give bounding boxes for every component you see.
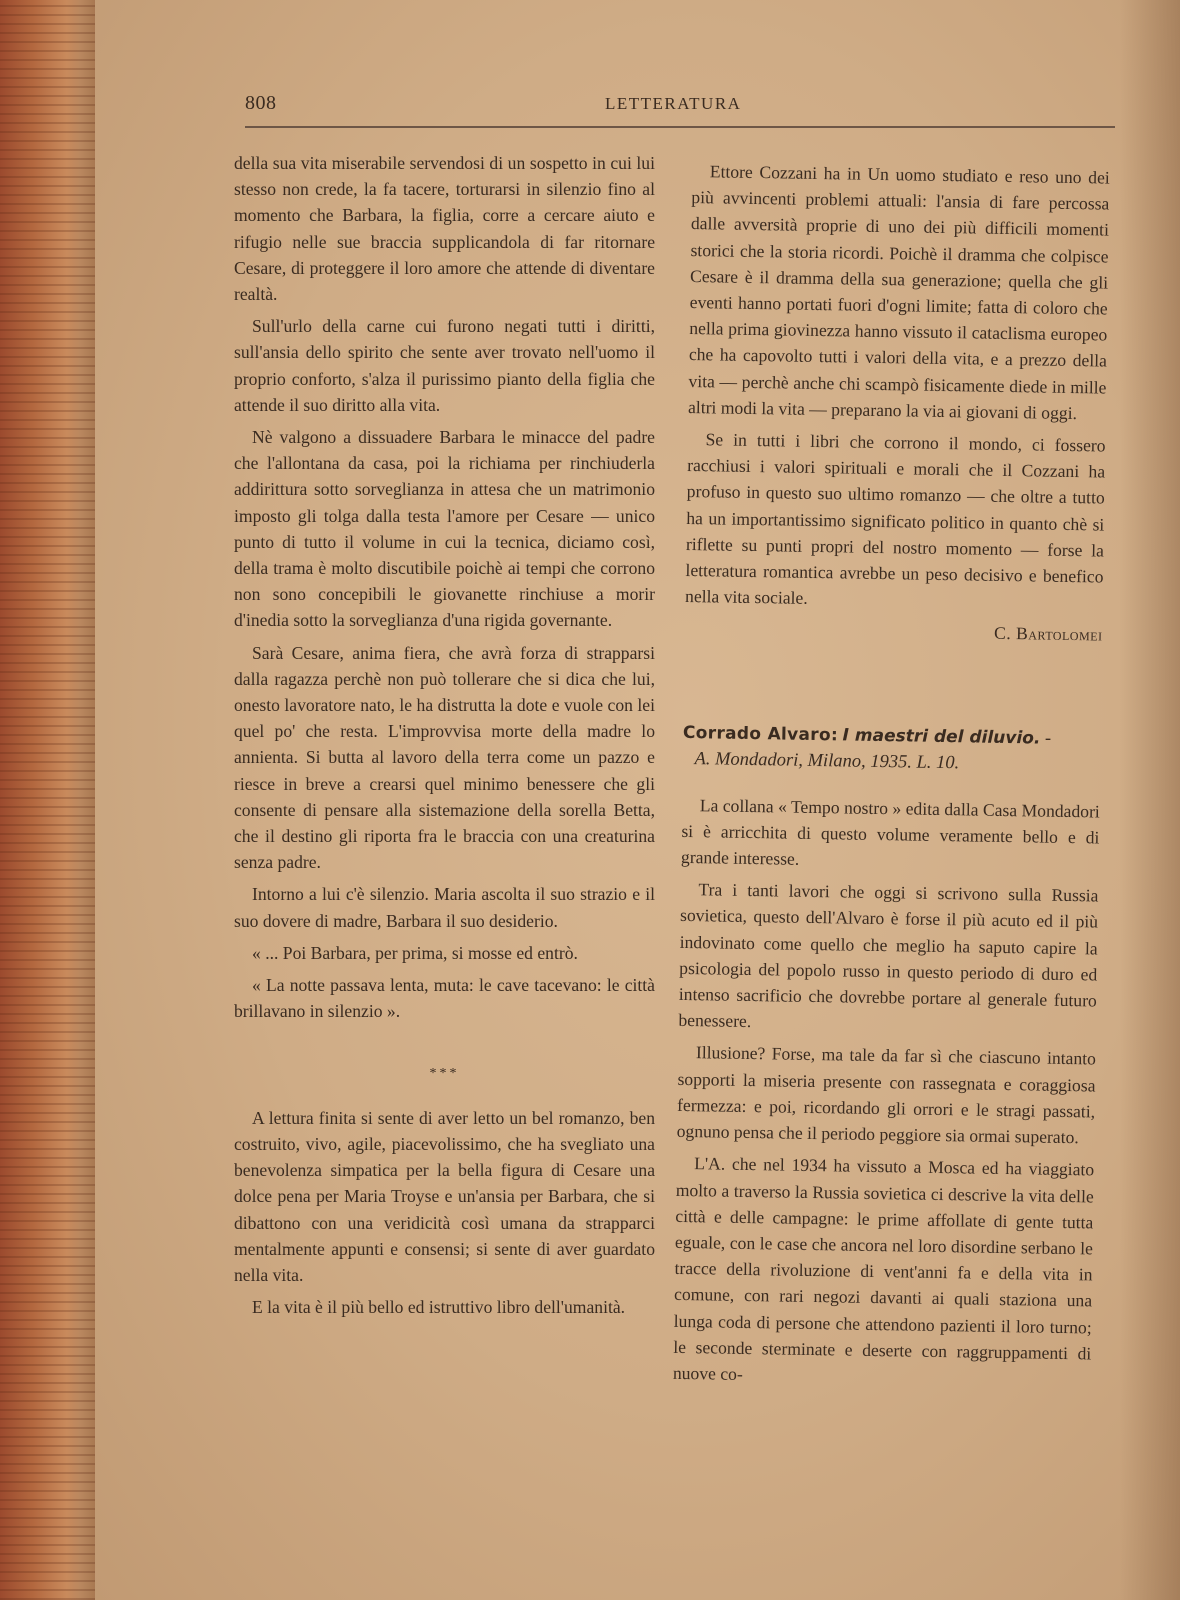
quotation: « La notte passava lenta, muta: le cave tacevano: le città brillavano in silenzio ». <box>234 975 655 1022</box>
heading-dash: - <box>1044 728 1052 749</box>
review-book-title: I maestri del diluvio. <box>842 725 1041 749</box>
paragraph: L'A. che nel 1934 ha vissuto a Mosca ed ha viaggiato molto a traverso la Russia sovietica ci descrive la vita delle città e delle campagne: le prime affollate di gente tutta eguale, con le case che ancora nel loro disordine serbano le tracce della rivoluzione di vent'anni fa e della vita in comune, con rari negozi davanti ai quali staziona una lunga coda di persone che attendono pazienti il loro turno; le seconde sterminate e deserte con raggruppamenti di nuove co- <box>672 1153 1095 1384</box>
review-publication: A. Mondadori, Milano, 1935. L. 10. <box>694 748 960 773</box>
paragraph: Nè valgono a dissuadere Barbara le minacce del padre che l'allontana da casa, poi la richiama per rinchiuderla addirittura sotto sorveglianza in attesa che un matrimonio imposto gli tolga dalla testa l'amore per Cesare — unico punto di tutto il volume in cui la tecnica, diciamo così, della trama è molto discutibile poichè ai tempi che corrono non sono concepibili le giovanette rinchiuse a morir d'inedia sotto la sorveglianza d'una rigida governante. <box>234 427 655 631</box>
paragraph: A lettura finita si sente di aver letto un bel romanzo, ben costruito, vivo, agile, piacevolissimo, che ha svegliato una benevolenza simpatica per la bella figura di Cesare una dolce pena per Maria Troyse e un'ansia per Barbara, che si dibattono con una veridicità così umana da strapparci mentalmente appunti e consensi; si sente di aver guardato nella vita. <box>234 1107 655 1285</box>
paragraph: della sua vita miserabile servendosi di un sospetto in cui lui stesso non crede, la fa tacere, torturarsi in silenzio fino al momento che Barbara, la figlia, corre a cercare aiuto e rifugio nelle sue braccia supplicandola di far ritornare Cesare, di proteggere il loro amore che attende di diventare realtà. <box>234 153 655 305</box>
page-header <box>245 92 1115 128</box>
right-column <box>673 158 1110 1399</box>
paragraph: Sull'urlo della carne cui furono negati tutti i diritti, sull'ansia dello spirito che sente aver trovato nell'uomo il proprio conforto, s'alza il purissimo pianto della figlia che attende il suo diritto alla vita. <box>234 316 655 415</box>
book-binding-edge <box>0 0 95 1600</box>
section-separator: *** <box>429 1065 460 1081</box>
review-heading <box>682 720 1101 779</box>
paragraph: Sarà Cesare, anima fiera, che avrà forza di strapparsi dalla ragazza perchè non può tollerare che si dica che lui, onesto lavoratore nato, le ha distrutta la dote e vuole con lei quel po' che resta. L'improvvisa morte della madre lo annienta. Si butta al lavoro della terra come un pazzo e riesce in breve a crearsi quel minimo benessere che gli consente di pensare alla sistemazione della sorella Betta, che il destino gli riporta fra le braccia con una creaturina senza padre. <box>234 642 655 873</box>
review-author: Corrado Alvaro: <box>682 722 839 746</box>
review-signature: C. Bartolomei <box>993 623 1103 645</box>
paragraph: Intorno a lui c'è silenzio. Maria ascolta il suo strazio e il suo dovere di madre, Barbara il suo desiderio. <box>234 884 655 931</box>
paragraph: Ettore Cozzani ha in Un uomo studiato e reso uno dei più avvincenti problemi attuali: l'ansia di fare percossa dalle avversità proprie di uno dei più difficili momenti storici che la storia ricordi. Poichè il dramma che colpisce Cesare è il dramma della sua generazione; quella che gli eventi hanno portati fuori d'ogni limite; fatta di coloro che nella prima giovinezza hanno vissuto il cataclisma europeo che ha capovolto tutti i valori della vita, e a prezzo della vita — perchè anche chi scampò fisicamente diede in mille altri modi la vita — preparano la via ai giovani di oggi. <box>687 161 1110 423</box>
paragraph: Illusione? Forse, ma tale da far sì che ciascuno intanto sopporti la miseria presente con rassegnata e coraggiosa fermezza: e poi, ricordando gli orrori e le stragi passati, ognuno pensa che il periodo peggiore sia ormai superato. <box>676 1042 1097 1148</box>
left-column <box>234 150 655 1326</box>
paragraph: Tra i tanti lavori che oggi si scrivono sulla Russia sovietica, questo dell'Alvaro è forse il più acuto ed il più indovinato come quello che meglio ha saputo capire la psicologia del popolo russo in questo periodo di duro ed intenso sacrificio che dovrebbe portare al generale futuro benessere. <box>678 879 1099 1032</box>
paragraph: Se in tutti i libri che corrono il mondo, ci fossero racchiusi i valori spirituali e morali che il Cozzani ha profuso in questo suo ultimo romanzo — che oltre a tutto ha un importantissimo significato politico in quanto chè si riflette su punti propri del nostro momento — forse la letteratura romantica avrebbe un peso decisivo e benefico nella vita sociale. <box>684 429 1106 609</box>
paragraph: E la vita è il più bello ed istruttivo libro dell'umanità. <box>252 1297 626 1318</box>
paragraph: La collana « Tempo nostro » edita dalla Casa Mondadori si è arricchita di questo volume veramente bello e di grande interesse. <box>680 794 1100 869</box>
quotation: « ... Poi Barbara, per prima, si mosse ed entrò. <box>252 942 578 963</box>
page-number: 808 <box>245 92 277 114</box>
running-head: LETTERATURA <box>605 94 742 113</box>
